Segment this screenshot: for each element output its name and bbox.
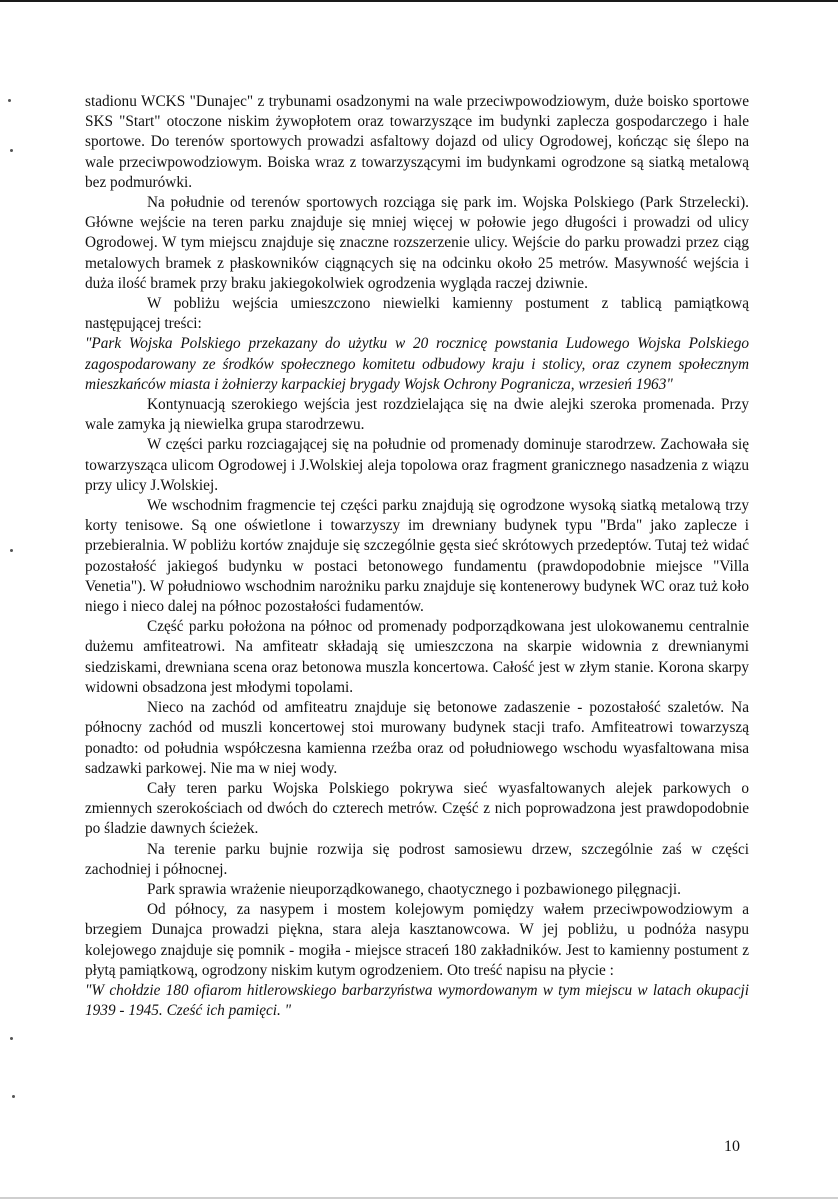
paragraph-11: Na terenie parku bujnie rozwija się podrost samosiewu drzew, szczególnie zaś w części zachodniej i północnej. [85, 840, 749, 878]
paragraph-8: Część parku położona na północ od promenady podporządkowana jest ulokowanemu centralnie dużemu amfiteatrowi. Na amfiteatr składają się umieszczona na skarpie widownia z drewnianymi siedziskami, drewniana scena oraz betonowa muszla koncertowa. Całość jest w złym stanie. Korona skarpy widowni obsadzona jest młodymi topolami. [85, 618, 749, 696]
plaque-quote-memorial: "W chołdzie 180 ofiarom hitlerowskiego barbarzyństwa wymordowanym w tym miejscu w latach okupacji 1939 - 1945. Cześć ich pamięci. " [85, 981, 749, 1020]
paragraph-6: W części parku rozciagającej się na południe od promenady dominuje starodrzew. Zachowała się towarzysząca ulicom Ogrodowej i J.Wolskiej aleja topolowa oraz fragment granicznego nasadzenia z wiązu przy ulicy J.Wolskiej. [85, 436, 749, 494]
scan-speck [10, 1037, 13, 1040]
paragraph-13: Od północy, za nasypem i mostem kolejowym pomiędzy wałem przeciwpowodziowym a brzegiem Dunajca prowadzi piękna, stara aleja kasztanowcowa. W jej pobliżu, u podnóża nasypu kolejowego znajduje się pomnik - mogiła - miejsce straceń 180 zakładników. Jest to kamienny postument z płytą pamiątkową, ogrodzony niskim kutym ogrodzeniem. Oto treść napisu na płycie : [85, 901, 749, 979]
paragraph-2: Na południe od terenów sportowych rozciąga się park im. Wojska Polskiego (Park Strzelecki). Główne wejście na teren parku znajduje się mniej więcej w połowie jego długości i prowadzi od ulicy Ogrodowej. W tym miejscu znajduje się znaczne rozszerzenie ulicy. Wejście do parku prowadzi przez ciąg metalowych bramek z płaskowników ciągnących się na odcinku około 25 metrów. Masywność wejścia i duża ilość bramek przy braku jakiegokolwiek ogrodzenia wygląda raczej dziwnie. [85, 194, 749, 292]
paragraph-1: stadionu WCKS "Dunajec" z trybunami osadzonymi na wale przeciwpowodziowym, duże boisko sportowe SKS "Start" otoczone niskim żywopłotem oraz towarzyszące im budynki zaplecza gospodarczego i hale sportowe. Do terenów sportowych prowadzi asfaltowy dojazd od ulicy Ogrodowej, kończąc się ślepo na wale przeciwpowodziowym. Boiska wraz z towarzyszącymi im budynkami ogrodzone są siatką metalową bez podmurówki. [85, 93, 749, 191]
scan-speck [8, 99, 11, 102]
scan-speck [10, 549, 13, 552]
plaque-quote-park: "Park Wojska Polskiego przekazany do użytku w 20 rocznicę powstania Ludowego Wojska Polskiego zagospodarowany ze środków społecznego komitetu odbudowy kraju i stolicy, oraz czynem społecznym mieszkańców miasta i żołnierzy karpackiej brygady Wojsk Ochrony Pogranicza, wrzesień 1963" [85, 335, 749, 393]
paragraph-12: Park sprawia wrażenie nieuporządkowanego, chaotycznego i pozbawionego pilęgnacji. [147, 880, 681, 898]
paragraph-5: Kontynuacją szerokiego wejścia jest rozdzielająca się na dwie alejki szeroka promenada. Przy wale zamyka ją niewielka grupa starodrzewu. [85, 396, 749, 434]
paragraph-7: We wschodnim fragmencie tej części parku znajdują się ogrodzone wysoką siatką metalową trzy korty tenisowe. Są one oświetlone i towarzyszy im drewniany budynek typu "Brda" jako zaplecze i przebieralnia. W pobliżu kortów znajduje się szczególnie gęsta sieć skrótowych przedeptów. Tutaj też widać pozostałość jakiegoś budynku w postaci betonowego fundamentu (prawdopodobnie miejsce "Villa Venetia"). W południowo wschodnim narożniku parku znajduje się kontenerowy budynek WC oraz tuż koło niego i nieco dalej na północ pozostałości fudamentów. [85, 497, 749, 616]
paragraph-3: W pobliżu wejścia umieszczono niewielki kamienny postument z tablicą pamiątkową następującej treści: [85, 295, 749, 333]
top-border-line [0, 0, 838, 2]
scan-speck [10, 149, 13, 152]
page-number: 10 [724, 1138, 740, 1155]
document-body [85, 92, 749, 1021]
paragraph-9: Nieco na zachód od amfiteatru znajduje się betonowe zadaszenie - pozostałość szaletów. Na północny zachód od muszli koncertowej stoi murowany budynek stacji trafo. Amfiteatrowi towarzyszą ponadto: od południa współczesna kamienna rzeźba oraz od południowego wschodu wyasfaltowana misa sadzawki parkowej. Nie ma w niej wody. [85, 699, 749, 777]
paragraph-10: Cały teren parku Wojska Polskiego pokrywa sieć wyasfaltowanych alejek parkowych o zmiennych szerokościach od dwóch do czterech metrów. Część z nich poprowadzona jest prawdopodobnie po śladzie dawnych ścieżek. [85, 779, 749, 838]
scan-speck [12, 1095, 15, 1098]
